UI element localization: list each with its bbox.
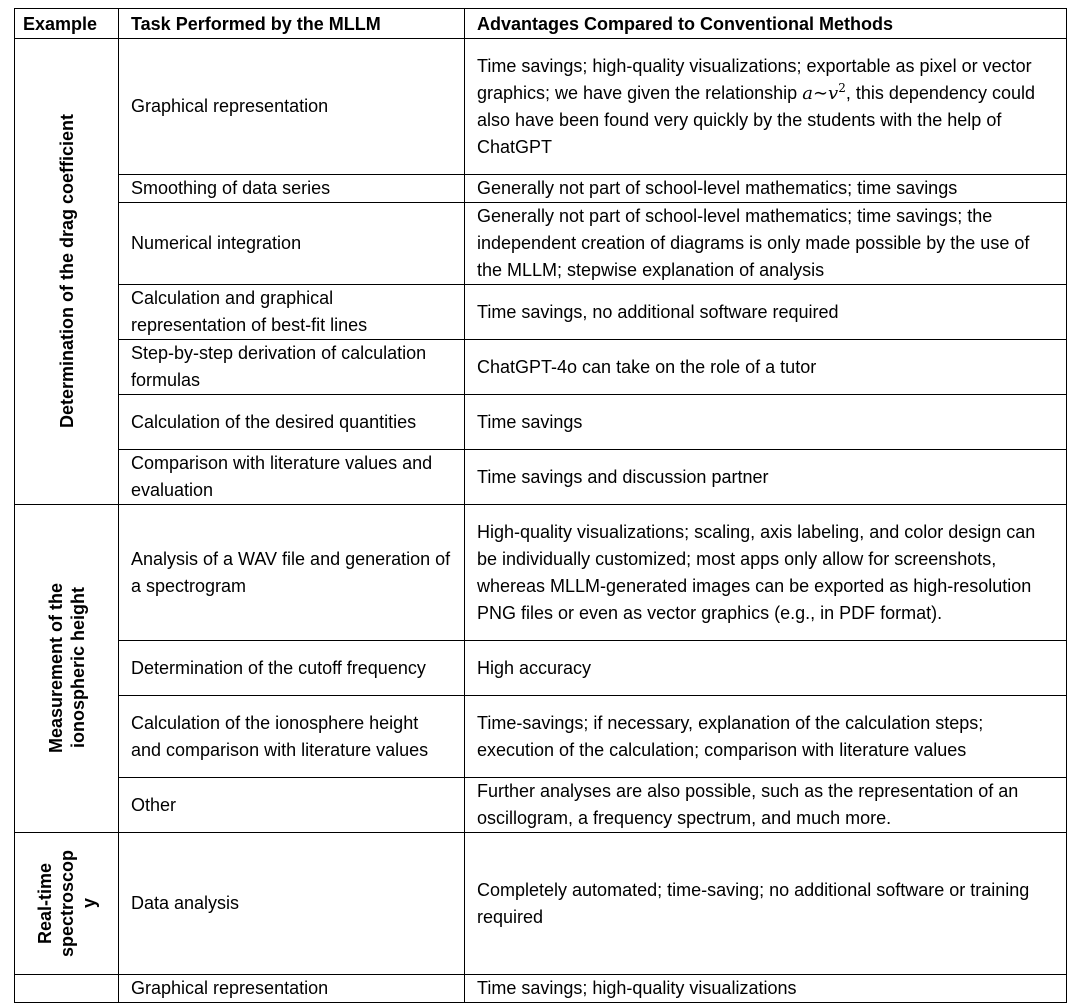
advantage-cell: Generally not part of school-level mathematics; time savings; the independent creation of diagrams is only made possible by the use of the MLLM; stepwise explanation of analysis — [465, 203, 1067, 285]
group-label-cell — [15, 39, 119, 505]
group-label: Real-time spectroscop y — [35, 849, 99, 958]
task-cell: Determination of the cutoff frequency — [119, 641, 465, 696]
header-task: Task Performed by the MLLM — [119, 9, 465, 39]
table-row — [15, 39, 1067, 175]
task-cell: Other — [119, 778, 465, 833]
table-row — [15, 395, 1067, 450]
comparison-table — [14, 8, 1067, 1003]
table-row — [15, 340, 1067, 395]
task-cell: Calculation and graphical representation of best-fit lines — [119, 285, 465, 340]
math-exponent: 2 — [838, 80, 846, 95]
table-row — [15, 641, 1067, 696]
advantage-cell: Time-savings; if necessary, explanation of the calculation steps; execution of the calculation; comparison with literature values — [465, 696, 1067, 778]
table-row — [15, 203, 1067, 285]
advantage-cell: Time savings; high-quality visualizations — [465, 975, 1067, 1003]
math-sim: ∼ — [812, 82, 829, 104]
table-row — [15, 778, 1067, 833]
math-a: a — [802, 82, 813, 104]
group-label-cell — [15, 833, 119, 975]
table-row — [15, 450, 1067, 505]
task-cell: Smoothing of data series — [119, 175, 465, 203]
task-cell: Numerical integration — [119, 203, 465, 285]
table-row — [15, 175, 1067, 203]
group-label: Measurement of the ionospheric height — [46, 583, 88, 754]
advantage-cell: High accuracy — [465, 641, 1067, 696]
math-v: v — [828, 82, 839, 104]
advantage-text: Time savings; high-quality visualizations; exportable as pixel or vector graphics; we have given the relationship — [477, 55, 1032, 103]
advantage-cell: Time savings — [465, 395, 1067, 450]
empty-example-cell — [15, 975, 119, 1003]
advantage-cell — [465, 39, 1067, 175]
group-label: Determination of the drag coefficient — [57, 114, 77, 429]
table-row — [15, 975, 1067, 1003]
header-row — [15, 9, 1067, 39]
table-row — [15, 505, 1067, 641]
task-cell: Calculation of the desired quantities — [119, 395, 465, 450]
advantage-cell: High-quality visualizations; scaling, axis labeling, and color design can be individually customized; most apps only allow for screenshots, whereas MLLM-generated images can be exported as high-resolution PNG files or even as vector graphics (e.g., in PDF format). — [465, 505, 1067, 641]
table-container — [14, 8, 1067, 1003]
task-cell: Data analysis — [119, 833, 465, 975]
advantage-cell: Time savings and discussion partner — [465, 450, 1067, 505]
task-cell: Step-by-step derivation of calculation formulas — [119, 340, 465, 395]
task-cell: Analysis of a WAV file and generation of a spectrogram — [119, 505, 465, 641]
advantage-text: , this dependency could also have been found very quickly by the students with the help of ChatGPT — [477, 82, 1035, 157]
advantage-cell: Completely automated; time-saving; no additional software or training required — [465, 833, 1067, 975]
task-cell: Graphical representation — [119, 39, 465, 175]
advantage-cell: ChatGPT-4o can take on the role of a tutor — [465, 340, 1067, 395]
header-example: Example — [15, 9, 119, 39]
table-row — [15, 833, 1067, 975]
header-advantages: Advantages Compared to Conventional Methods — [465, 9, 1067, 39]
table-row — [15, 696, 1067, 778]
task-cell: Graphical representation — [119, 975, 465, 1003]
group-label-cell — [15, 505, 119, 833]
task-cell: Comparison with literature values and evaluation — [119, 450, 465, 505]
task-cell: Calculation of the ionosphere height and comparison with literature values — [119, 696, 465, 778]
table-row — [15, 285, 1067, 340]
advantage-cell: Further analyses are also possible, such as the representation of an oscillogram, a frequency spectrum, and much more. — [465, 778, 1067, 833]
advantage-cell: Generally not part of school-level mathematics; time savings — [465, 175, 1067, 203]
advantage-cell: Time savings, no additional software required — [465, 285, 1067, 340]
math-relationship — [802, 80, 846, 104]
